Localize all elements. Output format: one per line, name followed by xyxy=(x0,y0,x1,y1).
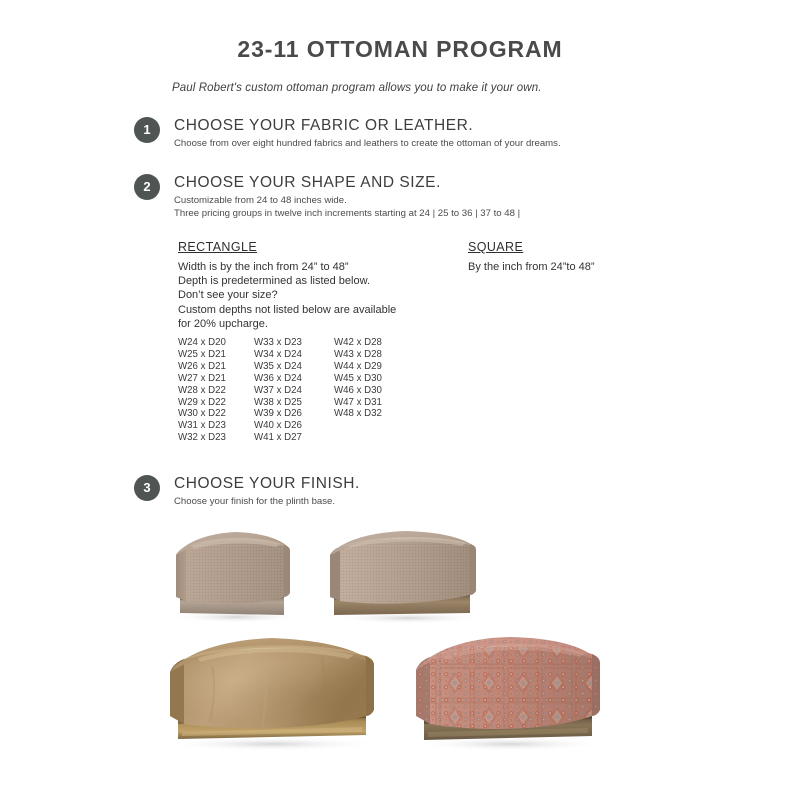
dimension-entry: W38 x D25 xyxy=(254,396,302,408)
dimension-entry: W41 x D27 xyxy=(254,432,302,444)
dimension-entry: W31 x D23 xyxy=(178,420,226,432)
step-1-badge: 1 xyxy=(134,117,160,143)
dimension-entry: W28 x D22 xyxy=(178,384,226,396)
step-1-body xyxy=(174,117,561,151)
dimension-entry: W36 x D24 xyxy=(254,372,302,384)
dimension-entry: W48 x D32 xyxy=(334,408,382,420)
dimension-entry: W35 x D24 xyxy=(254,360,302,372)
dimension-entry: W30 x D22 xyxy=(178,408,226,420)
step-1-subtitle-line-1: Choose from over eight hundred fabrics and leathers to create the ottoman of your dreams. xyxy=(174,138,561,149)
dimension-column-3 xyxy=(334,337,382,420)
dimension-entry: W37 x D24 xyxy=(254,384,302,396)
square-heading: SQUARE xyxy=(468,240,524,254)
step-2-body xyxy=(174,174,520,220)
intro-text: Paul Robert's custom ottoman program allows you to make it your own. xyxy=(172,82,542,94)
dimension-entry: W34 x D24 xyxy=(254,348,302,360)
product-image-ottoman-rectangle-tan-leather[interactable] xyxy=(152,632,390,750)
dimension-entry: W43 x D28 xyxy=(334,348,382,360)
product-image-ottoman-rectangle-taupe-fabric[interactable] xyxy=(320,527,492,623)
rectangle-line-2: Depth is predetermined as listed below. xyxy=(178,275,370,288)
dimension-entry: W33 x D23 xyxy=(254,337,302,348)
step-2-badge: 2 xyxy=(134,174,160,200)
product-image-ottoman-square-persian-print[interactable] xyxy=(404,632,616,750)
square-shape-block xyxy=(468,240,595,274)
rectangle-heading: RECTANGLE xyxy=(178,240,258,254)
step-3-title: CHOOSE YOUR FINISH. xyxy=(174,475,360,492)
dimension-column-2 xyxy=(254,337,302,444)
dimension-entry: W45 x D30 xyxy=(334,372,382,384)
dimension-entry: W24 x D20 xyxy=(178,337,226,348)
step-2-title: CHOOSE YOUR SHAPE AND SIZE. xyxy=(174,174,441,191)
dimension-entry: W39 x D26 xyxy=(254,408,302,420)
step-2-subtitle-line-2: Three pricing groups in twelve inch increments starting at 24 | 25 to 36 | 37 to 48 | xyxy=(174,207,521,219)
rectangle-line-3: Don’t see your size? xyxy=(178,289,278,302)
rectangle-description xyxy=(178,260,396,331)
dimension-entry: W42 x D28 xyxy=(334,337,382,348)
dimension-entry: W46 x D30 xyxy=(334,384,382,396)
square-description xyxy=(468,260,595,274)
rectangle-shape-block xyxy=(178,240,396,331)
step-3-body xyxy=(174,475,360,509)
step-3-subtitle-line-1: Choose your finish for the plinth base. xyxy=(174,496,336,507)
step-1-title: CHOOSE YOUR FABRIC OR LEATHER. xyxy=(174,117,474,134)
dimension-entry: W26 x D21 xyxy=(178,360,226,372)
rectangle-line-4: Custom depths not listed below are available xyxy=(178,303,397,316)
step-3-badge: 3 xyxy=(134,475,160,501)
dimension-entry: W27 x D21 xyxy=(178,372,226,384)
product-image-ottoman-square-taupe-fabric[interactable] xyxy=(158,527,313,623)
dimension-entry: W32 x D23 xyxy=(178,432,226,444)
rectangle-line-1: Width is by the inch from 24” to 48” xyxy=(178,261,349,273)
page-title: 23-11 OTTOMAN PROGRAM xyxy=(237,36,563,62)
step-2-subtitle-line-1: Customizable from 24 to 48 inches wide. xyxy=(174,195,347,206)
square-line-1: By the inch from 24”to 48” xyxy=(468,261,595,273)
dimension-entry: W44 x D29 xyxy=(334,360,382,372)
dimension-entry: W29 x D22 xyxy=(178,396,226,408)
rectangle-line-5: for 20% upcharge. xyxy=(178,317,268,330)
dimension-entry: W47 x D31 xyxy=(334,396,382,408)
dimension-entry: W40 x D26 xyxy=(254,420,302,432)
dimension-column-1 xyxy=(178,337,226,444)
dimension-entry: W25 x D21 xyxy=(178,348,226,360)
